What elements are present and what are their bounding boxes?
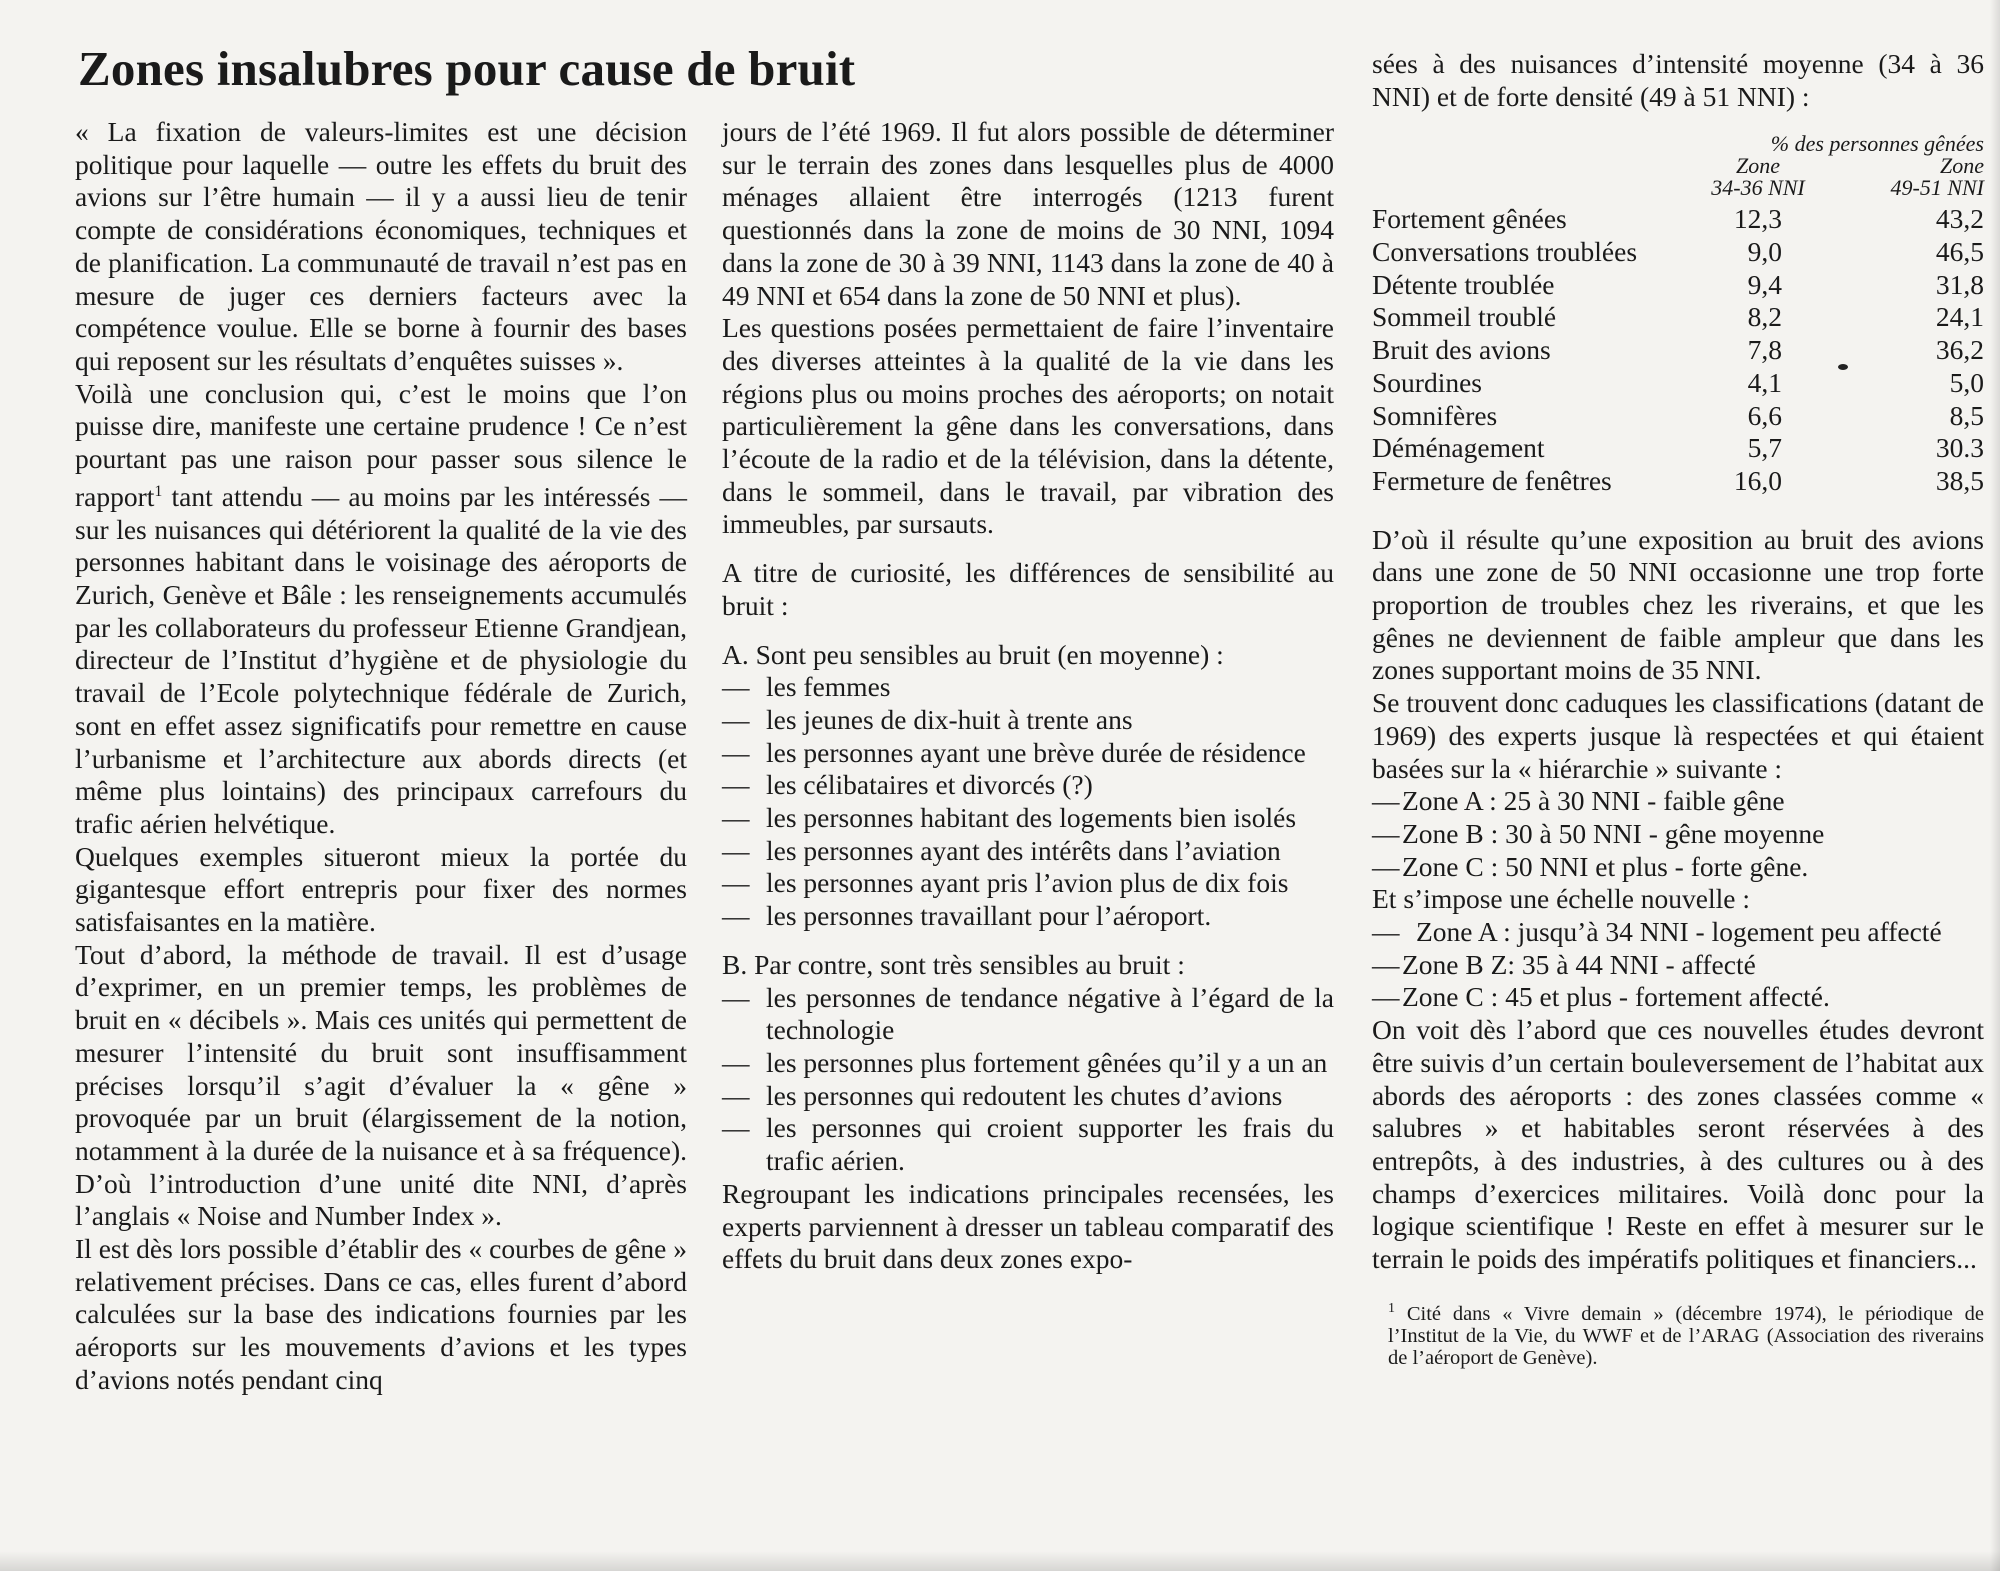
table-row — [1372, 432, 1984, 465]
list-item: — les femmes — [722, 671, 1334, 704]
row-label: Bruit des avions — [1372, 334, 1551, 366]
list-item: — les célibataires et divorcés (?) — [722, 769, 1334, 802]
paragraph-questions: Les questions posées permettaient de faire l’inventaire des diverses atteintes à la qualité de la vie dans les régions plus ou moins proches des aéroports; on notait particulièrement la gêne dans les conversations, dans l’écoute de la radio et de la télévision, dans la détente, dans le sommeil, dans le travail, par vibration des immeubles, par sursauts. — [722, 312, 1334, 540]
list-b-title: B. Par contre, sont très sensibles au bruit : — [722, 948, 1185, 980]
list-high-sensitivity — [722, 982, 1334, 1178]
paragraph-curiosity: A titre de curiosité, les différences de sensibilité au bruit : — [722, 557, 1334, 621]
comparison-table — [1372, 133, 1984, 497]
row-label: Somnifères — [1372, 399, 1498, 431]
footnote-mark: 1 — [1388, 1300, 1395, 1316]
table-row — [1372, 334, 1984, 367]
list-item: — Zone B : 30 à 50 NNI - gêne moyenne — [1372, 818, 1984, 851]
table-row — [1372, 236, 1984, 269]
cell-zone-a: 5,7 — [1747, 432, 1782, 464]
table-header — [1372, 133, 1984, 203]
page-edge-shadow — [1990, 0, 2000, 1571]
table-row — [1372, 400, 1984, 433]
list-item: — les personnes de tendance négative à l’égard de la technologie — [722, 982, 1334, 1047]
table-header-zone-a — [1688, 155, 1828, 199]
paragraph-regrouping: Regroupant les indications principales recensées, les experts parviennent à dresser un tableau comparatif des effets du bruit dans deux zones expo- — [722, 1177, 1334, 1275]
list-item: — les personnes ayant une brève durée de résidence — [722, 737, 1334, 770]
cell-zone-a: 9,0 — [1747, 236, 1782, 268]
list-item: — Zone C : 45 et plus - fortement affecté. — [1372, 981, 1984, 1014]
column-2 — [722, 116, 1334, 1276]
table-row — [1372, 465, 1984, 498]
cell-zone-a: 9,4 — [1747, 268, 1782, 300]
paragraph-curves: Il est dès lors possible d’établir des « courbes de gêne » relativement précises. Dans ce cas, elles furent d’abord calculées sur la base des indications fournies par les aéroports sur les mouvements d’avions et les types d’avions notés pendant cinq — [75, 1233, 687, 1395]
paragraph-conclusion-cont: tant attendu — au moins par les intéressés — sur les nuisances qui détériorent la qualité de la vie des personnes habitant dans le voisinage des aéroports de Zurich, Genève et Bâle : les renseignements accumulés par les collaborateurs du professeur Etienne Grandjean, directeur de l’Institut d’hygiène et de physiologie du travail de l’Ecole polytechnique fédérale de Zurich, sont en effet assez significatifs pour remettre en cause l’urbanisme et l’architecture aux abords directs (et même plus lointains) des principaux carrefours du trafic aérien helvétique. — [75, 480, 687, 839]
table-row — [1372, 367, 1984, 400]
footnote-reference: 1 — [154, 482, 163, 500]
cell-zone-a: 4,1 — [1747, 366, 1782, 398]
table-header-zone-b — [1854, 155, 1984, 199]
cell-zone-b: 24,1 — [1935, 301, 1984, 333]
list-item: — les personnes habitant des logements bien isolés — [722, 802, 1334, 835]
list-item: — les personnes travaillant pour l’aéroport. — [722, 900, 1334, 933]
table-header-zone-a-range: 34-36 NNI — [1711, 175, 1805, 201]
cell-zone-a: 6,6 — [1747, 399, 1782, 431]
column-3 — [1372, 48, 1984, 1369]
table-row — [1372, 301, 1984, 334]
table-header-title: % des personnes gênées — [1770, 131, 1984, 157]
list-item: — Zone C : 50 NNI et plus - forte gêne. — [1372, 851, 1984, 884]
row-label: Sommeil troublé — [1372, 301, 1557, 333]
table-header-zone-b-range: 49-51 NNI — [1890, 175, 1984, 201]
paragraph-conclusion — [75, 378, 687, 841]
page-bottom-shadow — [0, 1551, 2000, 1571]
cell-zone-b: 8,5 — [1949, 399, 1984, 431]
footnote-text: Cité dans « Vivre demain » (décembre 1974), le périodique de l’Institut de la Vie, du WWF et de l’ARAG (Association des riverains de l’aéroport de Genève). — [1388, 1302, 1984, 1369]
cell-zone-b: 36,2 — [1935, 334, 1984, 366]
cell-zone-a: 7,8 — [1747, 334, 1782, 366]
paragraph-conclusion-text: Voilà une conclusion qui, c’est le moins que l’on puisse dire, manifeste une certaine prudence ! Ce n’est pourtant pas une raison pour passer sous silence le rapport — [75, 377, 687, 512]
new-zone-list — [1372, 916, 1984, 1014]
footnote — [1372, 1298, 1984, 1369]
print-speck — [1838, 364, 1848, 370]
list-item: — les personnes ayant pris l’avion plus de dix fois — [722, 867, 1334, 900]
cell-zone-b: 43,2 — [1935, 203, 1984, 235]
paragraph-examples: Quelques exemples situeront mieux la portée du gigantesque effort entrepris pour fixer des normes satisfaisantes en la matière. — [75, 840, 687, 938]
list-a-title: A. Sont peu sensibles au bruit (en moyenne) : — [722, 638, 1224, 670]
cell-zone-b: 30.3 — [1935, 432, 1984, 464]
table-row — [1372, 203, 1984, 236]
list-item: — les personnes qui redoutent les chutes d’avions — [722, 1080, 1334, 1113]
paragraph-result: D’où il résulte qu’une exposition au bruit des avions dans une zone de 50 NNI occasionne une trop forte proportion de troubles chez les riverains, et que les gênes ne deviennent de faible ampleur que dans les zones supportant moins de 35 NNI. — [1372, 523, 1984, 686]
cell-zone-b: 46,5 — [1935, 236, 1984, 268]
list-item: — les personnes ayant des intérêts dans l’aviation — [722, 835, 1334, 868]
list-item: — les personnes qui croient supporter les frais du trafic aérien. — [722, 1112, 1334, 1177]
list-item: — les personnes plus fortement gênées qu’il y a un an — [722, 1047, 1334, 1080]
paragraph-method: Tout d’abord, la méthode de travail. Il est d’usage d’exprimer, en un premier temps, les problèmes de bruit en « décibels ». Mais ces unités qui permettent de mesurer l’intensité du bruit sont insuffisamment précises lorsqu’il s’agit d’évaluer la « gêne » provoquée par un bruit (élargissement de la notion, notamment à la durée de la nuisance et à sa fréquence). D’où l’introduction d’une unité dite NNI, d’après l’anglais « Noise and Number Index ». — [75, 938, 687, 1232]
paragraph-exposure-intro: sées à des nuisances d’intensité moyenne (34 à 36 NNI) et de forte densité (49 à 51 NNI) : — [1372, 48, 1984, 112]
table-header-zone-b-label: Zone — [1940, 153, 1984, 179]
cell-zone-a: 12,3 — [1733, 203, 1782, 235]
table-row — [1372, 269, 1984, 302]
row-label: Conversations troublées — [1372, 236, 1638, 268]
row-label: Fermeture de fenêtres — [1372, 464, 1612, 496]
cell-zone-b: 31,8 — [1935, 268, 1984, 300]
paragraph-classifications: Se trouvent donc caduques les classifications (datant de 1969) des experts jusque là respectées et qui étaient basées sur la « hiérarchie » suivante : — [1372, 687, 1984, 784]
paragraph-new-scale: Et s’impose une échelle nouvelle : — [1372, 883, 1751, 915]
row-label: Fortement gênées — [1372, 203, 1567, 235]
list-item: — les jeunes de dix-huit à trente ans — [722, 704, 1334, 737]
row-label: Détente troublée — [1372, 268, 1555, 300]
table-header-zone-a-label: Zone — [1736, 153, 1780, 179]
list-item: — Zone B Z: 35 à 44 NNI - affecté — [1372, 949, 1984, 982]
column-1 — [75, 116, 687, 1397]
list-low-sensitivity — [722, 671, 1334, 933]
cell-zone-a: 8,2 — [1747, 301, 1782, 333]
page-title: Zones insalubres pour cause de bruit — [78, 41, 856, 96]
row-label: Déménagement — [1372, 432, 1545, 464]
paragraph-quote: « La fixation de valeurs-limites est une décision politique pour laquelle — outre les effets du bruit des avions sur l’être humain — il y a aussi lieu de tenir compte de considérations économiques, techniques et de planification. La communauté de travail n’est pas en mesure de juger ces derniers facteurs avec la compétence voulue. Elle se borne à fournir des bases qui reposent sur les résultats d’enquêtes suisses ». — [75, 116, 687, 376]
list-item: — Zone A : jusqu’à 34 NNI - logement peu affecté — [1372, 916, 1984, 949]
paragraph-survey: jours de l’été 1969. Il fut alors possible de déterminer sur le terrain des zones dans lesquelles plus de 4000 ménages allaient être interrogés (1213 furent questionnés dans la zone de moins de 30 NNI, 1094 dans la zone de 30 à 39 NNI, 1143 dans la zone de 40 à 49 NNI et 654 dans la zone de 50 NNI et plus). — [722, 116, 1334, 311]
old-zone-list — [1372, 785, 1984, 883]
cell-zone-a: 16,0 — [1733, 464, 1782, 496]
paragraph-conclusion-final: On voit dès l’abord que ces nouvelles études devront être suivis d’un certain bouleversement de l’habitat aux abords des aéroports : des zones classées comme « salubres » et habitables seront réservées à des entrepôts, à des industries, à des cultures ou à des champs d’exercices militaires. Voilà donc pour la logique scientifique ! Reste en effet à mesurer sur le terrain le poids des impératifs politiques et financiers... — [1372, 1014, 1984, 1275]
row-label: Sourdines — [1372, 366, 1482, 398]
cell-zone-b: 5,0 — [1949, 366, 1984, 398]
cell-zone-b: 38,5 — [1935, 464, 1984, 496]
list-item: — Zone A : 25 à 30 NNI - faible gêne — [1372, 785, 1984, 818]
